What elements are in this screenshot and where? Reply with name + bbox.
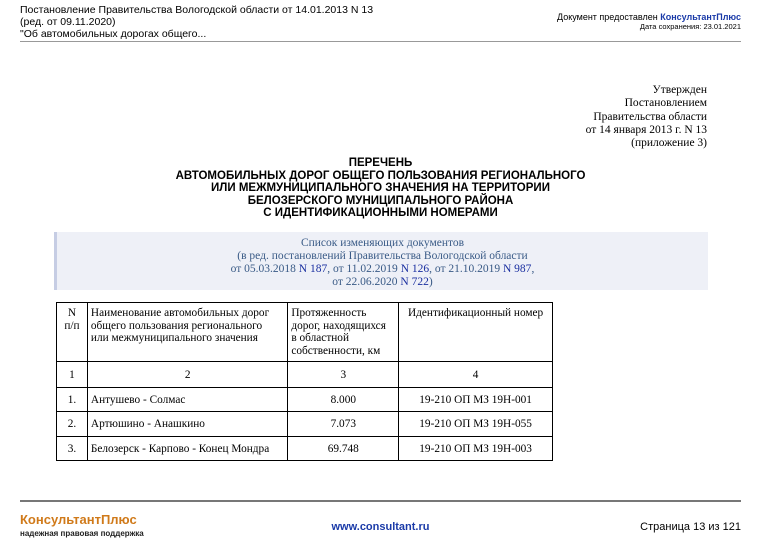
road-length: 69.748 <box>288 436 399 461</box>
approval-line: Утвержден <box>652 84 707 96</box>
table-row <box>57 412 553 437</box>
row-number: 3. <box>57 436 88 461</box>
page-label: Страница <box>640 521 694 533</box>
road-length: 8.000 <box>288 387 399 412</box>
road-id: 19-210 ОП МЗ 19Н-003 <box>399 436 553 461</box>
header-cell-length: Протяженность дорог, находящихся в областной собственности, км <box>288 303 399 362</box>
page-of: из <box>705 521 723 533</box>
row-number: 2. <box>57 412 88 437</box>
column-number: 1 <box>57 362 88 388</box>
column-number: 3 <box>288 362 399 388</box>
approval-line: Правительства области <box>593 110 707 123</box>
website-link[interactable]: www.consultant.ru <box>331 521 430 533</box>
amendment-link-126[interactable]: N 126 <box>400 263 430 275</box>
amendment-link-722[interactable]: N 722 <box>400 276 429 288</box>
road-id: 19-210 ОП МЗ 19Н-055 <box>399 412 553 437</box>
doc-revision-line: (ред. от 09.11.2020) <box>20 16 116 28</box>
table-row <box>57 387 553 412</box>
amendments-line: (в ред. постановлений Правительства Вологодской области <box>237 250 528 262</box>
footer-divider <box>20 500 741 502</box>
amendment-separator: , <box>531 263 535 275</box>
road-id: 19-210 ОП МЗ 19Н-001 <box>399 387 553 412</box>
approval-line: Постановлением <box>624 97 707 110</box>
approval-line: от 14 января 2013 г. N 13 <box>585 123 707 136</box>
title-line: ПЕРЕЧЕНЬ <box>348 157 413 169</box>
doc-title-line: Постановление Правительства Вологодской области от 14.01.2013 N 13 <box>20 4 374 16</box>
column-number: 4 <box>399 362 553 388</box>
document-title <box>0 157 761 220</box>
document-header <box>20 4 373 40</box>
approval-line: (приложение 3) <box>631 137 707 150</box>
column-number-row <box>57 362 553 388</box>
header-cell-number: N п/п <box>57 303 88 362</box>
title-line: АВТОМОБИЛЬНЫХ ДОРОГ ОБЩЕГО ПОЛЬЗОВАНИЯ РЕГИОНАЛЬНОГО <box>175 169 586 182</box>
road-name: Артюшино - Анашкино <box>87 412 287 437</box>
amendment-date: , от 11.02.2019 <box>327 263 401 275</box>
amendment-date: , от 21.10.2019 <box>429 263 503 275</box>
page-number: 13 <box>693 521 706 533</box>
road-name: Белозерск - Карпово - Конец Мондра <box>87 436 287 461</box>
amendments-line <box>57 276 708 289</box>
amendment-link-987[interactable]: N 987 <box>503 263 532 275</box>
amendments-box <box>54 232 708 290</box>
road-length: 7.073 <box>288 412 399 437</box>
table-row <box>57 436 553 461</box>
table-header-row <box>57 303 553 362</box>
amendments-line <box>57 263 708 276</box>
consultant-logo: КонсультантПлюс <box>20 512 137 527</box>
brand-link[interactable]: КонсультантПлюс <box>660 12 741 22</box>
title-line: С ИДЕНТИФИКАЦИОННЫМИ НОМЕРАМИ <box>263 207 498 220</box>
roads-table <box>56 302 553 461</box>
header-cell-id: Идентификационный номер <box>399 303 553 362</box>
header-divider <box>20 41 741 42</box>
title-line: ИЛИ МЕЖМУНИЦИПАЛЬНОГО ЗНАЧЕНИЯ НА ТЕРРИТОРИИ <box>211 182 550 195</box>
amendment-date: от 05.03.2018 <box>230 263 299 275</box>
road-name: Антушево - Солмас <box>87 387 287 412</box>
page-total: 121 <box>722 521 741 533</box>
approval-block <box>586 84 707 150</box>
amendments-heading: Список изменяющих документов <box>300 237 465 249</box>
amendment-close: ) <box>428 276 433 288</box>
doc-subject-line: "Об автомобильных дорогах общего... <box>20 28 207 40</box>
page-indicator <box>640 521 741 533</box>
provided-by-text: Документ предоставлен <box>557 12 661 22</box>
amendment-date: от 22.06.2020 <box>332 276 401 288</box>
header-cell-name: Наименование автомобильных дорог общего пользования регионального или межмуниципального значения <box>87 303 287 362</box>
provider-info <box>557 12 741 32</box>
logo-tagline: надежная правовая поддержка <box>20 529 144 538</box>
saved-date: Дата сохранения: 23.01.2021 <box>639 22 741 31</box>
row-number: 1. <box>57 387 88 412</box>
column-number: 2 <box>87 362 287 388</box>
title-line: БЕЛОЗЕРСКОГО МУНИЦИПАЛЬНОГО РАЙОНА <box>247 194 514 207</box>
amendment-link-187[interactable]: N 187 <box>298 263 328 275</box>
